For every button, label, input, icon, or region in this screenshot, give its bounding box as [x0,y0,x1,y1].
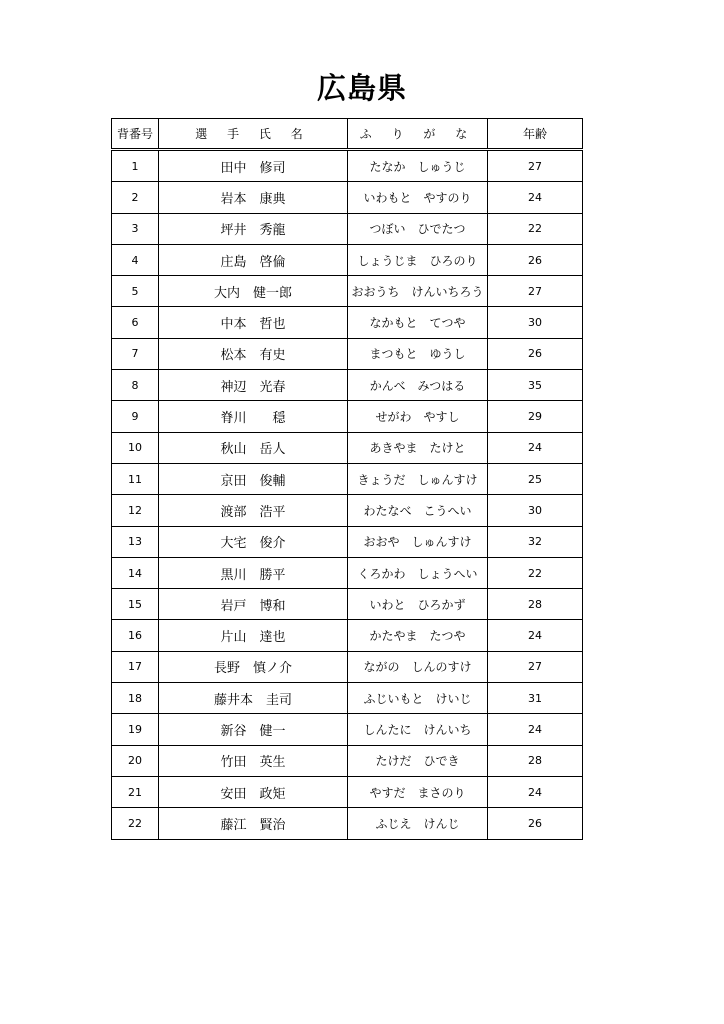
player-furigana: いわと ひろかず [348,589,488,620]
table-row [112,432,583,463]
player-furigana: たなか しゅうじ [348,150,488,182]
header-kana: ふ り が な [348,119,488,150]
player-age: 26 [488,338,583,369]
player-number: 5 [112,276,159,307]
table-row [112,276,583,307]
player-furigana: なかもと てつや [348,307,488,338]
player-number: 10 [112,432,159,463]
player-furigana: かたやま たつや [348,620,488,651]
player-number: 6 [112,307,159,338]
player-age: 24 [488,714,583,745]
player-name: 藤江 賢治 [159,808,348,839]
player-furigana: ふじいもと けいじ [348,683,488,714]
player-age: 27 [488,651,583,682]
player-name: 岩戸 博和 [159,589,348,620]
player-age: 35 [488,370,583,401]
player-furigana: おおうち けんいちろう [348,276,488,307]
player-age: 32 [488,526,583,557]
player-number: 8 [112,370,159,401]
table-row [112,307,583,338]
player-name: 安田 政矩 [159,776,348,807]
player-age: 27 [488,150,583,182]
table-row [112,683,583,714]
table-row [112,589,583,620]
player-name: 脊川 穏 [159,401,348,432]
table-body [112,150,583,840]
player-furigana: まつもと ゆうし [348,338,488,369]
player-age: 26 [488,244,583,275]
table-row [112,244,583,275]
player-age: 26 [488,808,583,839]
table-row [112,213,583,244]
table-row [112,776,583,807]
player-number: 13 [112,526,159,557]
player-furigana: せがわ やすし [348,401,488,432]
page-title: 広島県 [316,71,407,105]
player-number: 7 [112,338,159,369]
table-row [112,370,583,401]
header-number: 背番号 [112,119,159,150]
player-age: 24 [488,776,583,807]
player-furigana: おおや しゅんすけ [348,526,488,557]
player-furigana: やすだ まさのり [348,776,488,807]
player-number: 14 [112,557,159,588]
header-row [112,119,583,150]
table-row [112,651,583,682]
player-age: 24 [488,432,583,463]
player-furigana: きょうだ しゅんすけ [348,463,488,494]
player-number: 4 [112,244,159,275]
table-row [112,714,583,745]
player-number: 16 [112,620,159,651]
table-row [112,526,583,557]
player-age: 22 [488,213,583,244]
player-number: 3 [112,213,159,244]
table-row [112,495,583,526]
player-furigana: ながの しんのすけ [348,651,488,682]
player-age: 29 [488,401,583,432]
player-name: 藤井本 圭司 [159,683,348,714]
player-name: 京田 俊輔 [159,463,348,494]
player-name: 中本 哲也 [159,307,348,338]
player-age: 25 [488,463,583,494]
player-number: 21 [112,776,159,807]
player-name: 竹田 英生 [159,745,348,776]
player-name: 大宅 俊介 [159,526,348,557]
player-number: 12 [112,495,159,526]
player-roster-table [111,118,583,840]
player-number: 2 [112,182,159,213]
player-name: 渡部 浩平 [159,495,348,526]
player-name: 松本 有史 [159,338,348,369]
table-row [112,557,583,588]
player-furigana: たけだ ひでき [348,745,488,776]
player-furigana: わたなべ こうへい [348,495,488,526]
player-age: 22 [488,557,583,588]
player-name: 新谷 健一 [159,714,348,745]
table-row [112,150,583,182]
player-number: 22 [112,808,159,839]
player-name: 片山 達也 [159,620,348,651]
table-row [112,182,583,213]
header-age: 年齢 [488,119,583,150]
player-age: 24 [488,620,583,651]
player-furigana: あきやま たけと [348,432,488,463]
player-number: 1 [112,150,159,182]
player-age: 31 [488,683,583,714]
player-furigana: くろかわ しょうへい [348,557,488,588]
player-number: 18 [112,683,159,714]
player-number: 15 [112,589,159,620]
player-name: 田中 修司 [159,150,348,182]
player-age: 30 [488,495,583,526]
header-name: 選 手 氏 名 [159,119,348,150]
table-row [112,401,583,432]
table-row [112,808,583,839]
player-name: 長野 慎ノ介 [159,651,348,682]
player-age: 24 [488,182,583,213]
player-number: 17 [112,651,159,682]
player-name: 黒川 勝平 [159,557,348,588]
table-header [112,119,583,150]
player-name: 大内 健一郎 [159,276,348,307]
player-furigana: つぼい ひでたつ [348,213,488,244]
player-age: 27 [488,276,583,307]
player-name: 坪井 秀龍 [159,213,348,244]
table-row [112,338,583,369]
player-name: 秋山 岳人 [159,432,348,463]
player-name: 岩本 康典 [159,182,348,213]
player-age: 28 [488,745,583,776]
player-age: 30 [488,307,583,338]
player-furigana: かんべ みつはる [348,370,488,401]
table-row [112,745,583,776]
player-furigana: いわもと やすのり [348,182,488,213]
player-number: 20 [112,745,159,776]
table-row [112,463,583,494]
player-age: 28 [488,589,583,620]
player-number: 11 [112,463,159,494]
player-furigana: ふじえ けんじ [348,808,488,839]
player-number: 19 [112,714,159,745]
player-name: 神辺 光春 [159,370,348,401]
player-name: 庄島 啓倫 [159,244,348,275]
player-furigana: しんたに けんいち [348,714,488,745]
player-furigana: しょうじま ひろのり [348,244,488,275]
player-number: 9 [112,401,159,432]
table-row [112,620,583,651]
